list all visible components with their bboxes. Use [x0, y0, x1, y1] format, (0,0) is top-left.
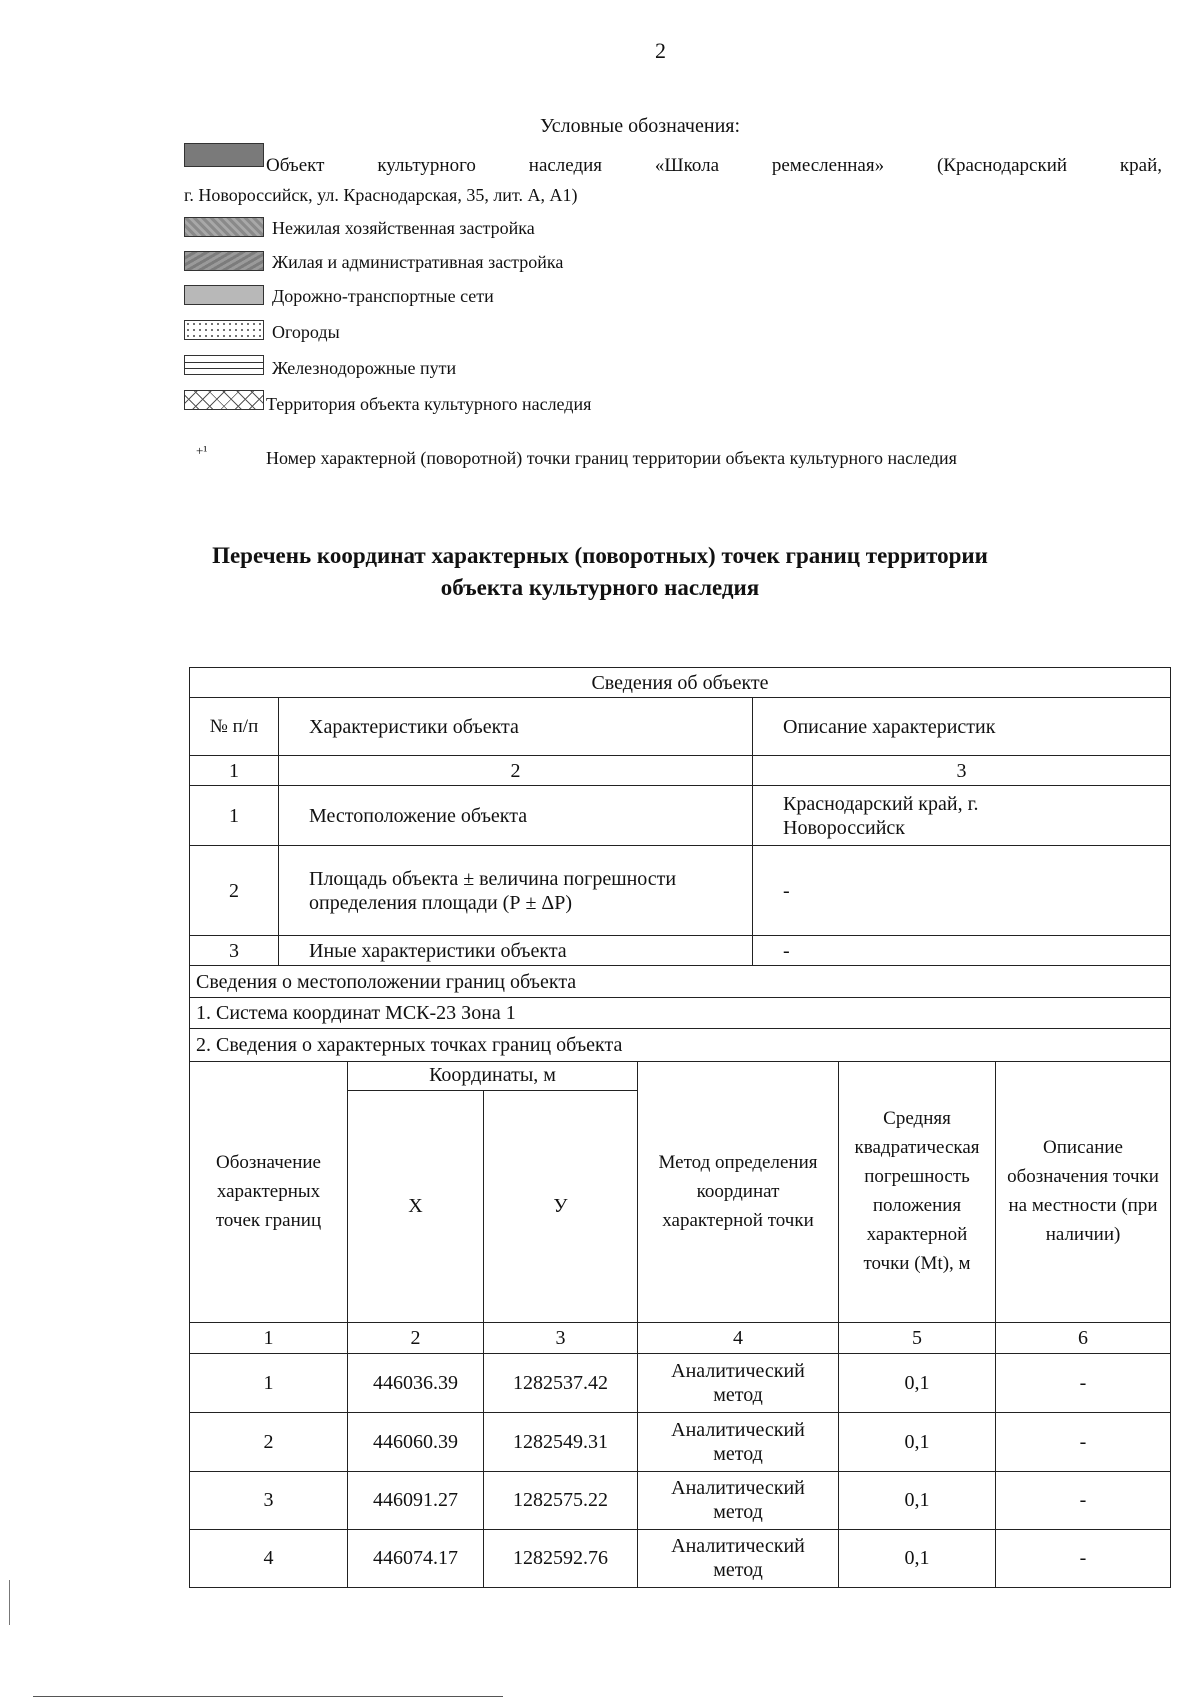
heritage-object-swatch-icon — [184, 143, 264, 167]
title-line-1: Перечень координат характерных (поворотных) точек границ территории — [212, 543, 988, 568]
point-id: 4 — [190, 1529, 348, 1587]
point-x: 446074.17 — [348, 1529, 484, 1587]
row-char: Иные характеристики объекта — [279, 936, 753, 966]
col-num: 2 — [279, 756, 753, 786]
legend-label-gardens: Огороды — [272, 322, 340, 342]
heritage-territory-swatch-icon — [184, 390, 264, 410]
row-char: Площадь объекта ± величина погрешности определения площади (Р ± ΔР) — [279, 846, 753, 936]
col-char-header: Характеристики объекта — [279, 698, 753, 756]
col-num: 5 — [839, 1322, 996, 1353]
point-desc: - — [996, 1353, 1171, 1412]
col-num: 2 — [348, 1322, 484, 1353]
point-desc: - — [996, 1529, 1171, 1587]
points-table — [189, 1061, 1171, 1588]
points-header: 2. Сведения о характерных точках границ объекта — [190, 1029, 1171, 1062]
legend-label-nonresidential: Нежилая хозяйственная застройка — [272, 218, 535, 238]
col-x-header: X — [348, 1090, 484, 1322]
legend-label-heritage-territory: Территория объекта культурного наследия — [266, 394, 592, 414]
row-desc: - — [753, 846, 1171, 936]
point-error: 0,1 — [839, 1529, 996, 1587]
col-num: 1 — [190, 756, 279, 786]
point-id: 2 — [190, 1412, 348, 1471]
point-method: Аналитический метод — [638, 1353, 839, 1412]
point-x: 446060.39 — [348, 1412, 484, 1471]
table-row — [190, 1353, 1171, 1412]
col-desc-header: Описание обозначения точки на местности (при наличии) — [996, 1061, 1171, 1322]
roads-swatch-icon — [184, 285, 264, 305]
col-method-header: Метод определения координат характерной точки — [638, 1061, 839, 1322]
col-error-header: Средняя квадратическая погрешность положения характерной точки (Mt), м — [839, 1061, 996, 1322]
point-number-icon: +¹ — [196, 443, 208, 458]
row-no: 3 — [190, 936, 279, 966]
point-y: 1282537.42 — [484, 1353, 638, 1412]
legend-label-residential: Жилая и административная застройка — [272, 252, 564, 272]
table-row — [190, 1471, 1171, 1529]
row-no: 2 — [190, 846, 279, 936]
nonresidential-swatch-icon — [184, 217, 264, 237]
col-y-header: У — [484, 1090, 638, 1322]
table-row — [190, 846, 1171, 936]
point-method: Аналитический метод — [638, 1529, 839, 1587]
legend-label-heritage-object-address: г. Новороссийск, ул. Краснодарская, 35, лит. А, А1) — [184, 185, 578, 205]
col-no-header: № п/п — [190, 698, 279, 756]
point-error: 0,1 — [839, 1353, 996, 1412]
page-title — [150, 540, 1050, 604]
railway-swatch-icon — [184, 355, 264, 375]
point-method: Аналитический метод — [638, 1412, 839, 1471]
title-line-2: объекта культурного наследия — [440, 575, 760, 600]
point-id: 3 — [190, 1471, 348, 1529]
object-info-header: Сведения об объекте — [190, 668, 1171, 698]
point-y: 1282549.31 — [484, 1412, 638, 1471]
scan-edge-mark — [9, 1580, 10, 1625]
point-y: 1282575.22 — [484, 1471, 638, 1529]
gardens-swatch-icon — [184, 320, 264, 340]
col-desc-header: Описание характеристик — [753, 698, 1171, 756]
footnote-divider — [33, 1696, 503, 1697]
point-y: 1282592.76 — [484, 1529, 638, 1587]
row-char: Местоположение объекта — [279, 786, 753, 846]
legend-label-heritage-object: Объект культурного наследия «Школа ремесленная» (Краснодарский край, — [266, 155, 1162, 176]
point-error: 0,1 — [839, 1471, 996, 1529]
point-x: 446091.27 — [348, 1471, 484, 1529]
point-desc: - — [996, 1412, 1171, 1471]
legend-label-railway: Железнодорожные пути — [272, 358, 457, 378]
legend-title: Условные обозначения: — [540, 115, 741, 137]
coord-system: 1. Система координат МСК-23 Зона 1 — [190, 998, 1171, 1029]
col-num: 3 — [753, 756, 1171, 786]
residential-swatch-icon — [184, 251, 264, 271]
legend-label-roads: Дорожно-транспортные сети — [272, 286, 494, 306]
table-row — [190, 786, 1171, 846]
col-num: 6 — [996, 1322, 1171, 1353]
location-header: Сведения о местоположении границ объекта — [190, 966, 1171, 998]
row-desc: Краснодарский край, г. Новороссийск — [753, 786, 1171, 846]
col-num: 1 — [190, 1322, 348, 1353]
col-num: 3 — [484, 1322, 638, 1353]
legend-label-point-number: Номер характерной (поворотной) точки границ территории объекта культурного наследия — [266, 448, 957, 468]
table-row — [190, 1529, 1171, 1587]
col-coords-header: Координаты, м — [348, 1061, 638, 1090]
table-row — [190, 1412, 1171, 1471]
row-desc: - — [753, 936, 1171, 966]
point-error: 0,1 — [839, 1412, 996, 1471]
point-method: Аналитический метод — [638, 1471, 839, 1529]
page-number: 2 — [655, 38, 666, 63]
col-num: 4 — [638, 1322, 839, 1353]
point-desc: - — [996, 1471, 1171, 1529]
col-designation-header: Обозначение характерных точек границ — [190, 1061, 348, 1322]
object-info-table — [189, 667, 1171, 1062]
row-no: 1 — [190, 786, 279, 846]
point-x: 446036.39 — [348, 1353, 484, 1412]
point-id: 1 — [190, 1353, 348, 1412]
table-row — [190, 936, 1171, 966]
